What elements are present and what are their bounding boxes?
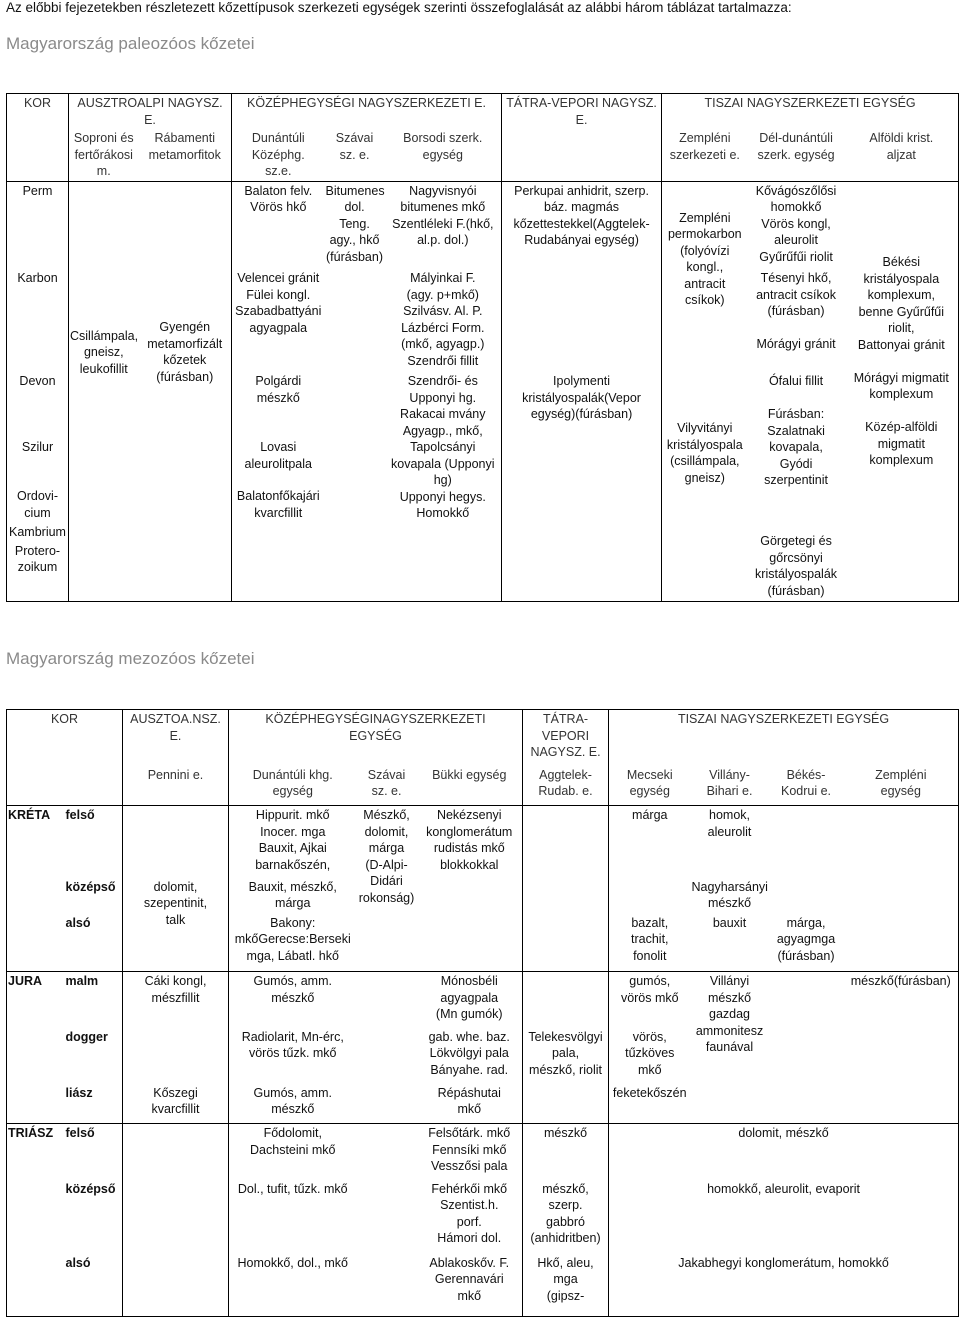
kor-header: KOR (23, 96, 52, 110)
section-title-mesozoic: Magyarország mezozóos kőzetei (6, 649, 255, 668)
period-szilur: Szilur (21, 440, 54, 454)
period-perm: Perm (7, 181, 69, 269)
borsodi-devon: Szendrői- és Upponyi hg. Rakacai mvány Agyagp., mkő, Tapolcsányi kovapala (Upponyi hg) Upponyi hegys. Homokkő (391, 374, 495, 520)
alfoldi-subheader: Alföldi krist. aljzat (869, 131, 934, 162)
dun-lias: Gumós, amm. mészkő (229, 1084, 357, 1124)
tatra-perm: Perkupai anhidrit, szerp. báz. magmás kőzettestekkel(Aggtelek- Rudabányai egység) (502, 181, 662, 372)
tatra-devon: Ipolymenti kristályospalák(Vepor egység)(fúrásban) (502, 372, 662, 523)
aggtelek-triasz-felso: mészkő (523, 1124, 609, 1180)
mecseki-kreta-felso: márga (609, 806, 691, 878)
villany-kreta-also: bauxit (712, 915, 747, 930)
pennini-malm: Cáki kongl, mészfillit (123, 972, 229, 1028)
dunantuli-subheader: Dunántúli Középhg. sz.e. (232, 129, 325, 181)
bukki-lias: Répáshutai mkő (437, 1085, 501, 1116)
kozephegyseg-header-mesozoic: KÖZÉPHEGYSÉGINAGYSZERKEZETI EGYSÉG (229, 710, 523, 766)
pennini-subheader: Pennini e. (123, 766, 229, 806)
villany-kreta-kozepso: Nagyharsányi mészkő (691, 879, 768, 910)
bukki-malm: Mónosbéli agyagpala (Mn gumók) (417, 972, 523, 1028)
section-title-paleozoic: Magyarország paleozóos kőzetei (6, 34, 255, 53)
dun-kreta-felso: Hippurit. mkő Inocer. mga Bauxit, Ajkai barnakőszén, (229, 806, 357, 878)
dun-triasz-kozepso: Dol., tufit, tűzk. mkő (229, 1180, 357, 1254)
era-kreta: KRÉTA (7, 806, 65, 878)
tisza-triasz-kozepso: homokkő, aleurolit, evaporit (609, 1180, 959, 1254)
deldunantuli-perm: Kővágószőlősi homokkő Vörös kongl, aleurolit Gyűrűfűi riolit (748, 181, 845, 269)
villany-subheader: Villány- Bihari e. (706, 767, 753, 798)
dunantuli-szilur: Lovasi aleurolitpala (232, 438, 325, 487)
triasz-also: alsó (65, 1255, 91, 1270)
dun-dogger: Radiolarit, Mn-érc, vörös tűzk. mkő (229, 1028, 357, 1084)
aggtelek-triasz-also: Hkő, aleu, mga (gipsz- (523, 1254, 609, 1317)
bukki-subheader: Bükki egység (432, 767, 507, 782)
szavai-subheader: Szávai sz. e. (335, 131, 374, 162)
intro-text: Az előbbi fejezetekben részletezett kőzettípusok szerkezeti egységek szerinti összefoglalását az alábbi három táblázat tartalmazza: (6, 0, 792, 15)
mecseki-subheader: Mecseki egység (609, 766, 691, 806)
deldunantuli-proterozoikum: Görgetegi és gőrcsönyi kristályospalák (fúrásban) (755, 534, 838, 598)
sopron-subheader: Soproni és fertőrákosi m. (69, 129, 139, 181)
dun-malm: Gumós, amm. mészkő (229, 972, 357, 1028)
borsodi-subheader: Borsodi szerk. egység (403, 131, 483, 162)
kozephegyseg-header: KÖZÉPHEGYSÉGI NAGYSZERKEZETI E. (232, 94, 502, 130)
borsodi-perm: Nagyvisnyói bitumenes mkő Szentléleki F.(hkő, al.p. dol.) (385, 181, 502, 269)
szavai-subheader-mesozoic: Szávai sz. e. (367, 767, 406, 798)
tiszai-header: TISZAI NAGYSZERKEZETI EGYSÉG (662, 94, 959, 130)
tatra-header-mesozoic: TÁTRA- VEPORI NAGYSZ. E. (523, 710, 609, 766)
dun-kreta-also: Bakony: mkőGerecse:Berseki mga, Lábatl. hkő (229, 914, 357, 972)
kreta-kozepso: középső (65, 879, 116, 894)
kreta-also: alsó (65, 915, 91, 930)
bukki-triasz-felso: Felsőtárk. mkő Fennsíki mkő Vesszősi pala (417, 1124, 523, 1180)
bekes-subheader: Békés- Kodrui e. (781, 767, 832, 798)
zempleni-malm: mészkő(fúrásban) (844, 972, 959, 1028)
kreta-felso: felső (65, 806, 123, 878)
mecseki-dogger: vörös, tűzköves mkő (609, 1028, 691, 1084)
deldunantuli-subheader: Dél-dunántúli szerk. egység (757, 131, 835, 162)
ausztoa-header: AUSZTOA.NSZ. E. (123, 710, 229, 766)
bukki-triasz-also: Ablakoskőv. F. Gerennavári mkő (429, 1255, 510, 1303)
pennini-lias: Kőszegi kvarcfillit (123, 1084, 229, 1124)
bekes-kreta-also: márga, agyagmga (fúrásban) (776, 915, 836, 963)
austroalpi-header: AUSZTROALPI NAGYSZ. E. (69, 94, 232, 130)
zempleni-subheader: Zempléni szerkezeti e. (662, 129, 748, 181)
period-proterozoikum: Protero- zoikum (14, 543, 61, 574)
tatra-header: TÁTRA-VEPORI NAGYSZ. E. (502, 94, 662, 130)
jura-lias: liász (65, 1085, 93, 1100)
mecseki-malm: gumós, vörös mkő (609, 972, 691, 1028)
deldunantuli-devon: Ófalui fillit Fúrásban: Szalatnaki kovapala, Gyódi szerpentinit (764, 374, 829, 487)
period-devon: Devon (19, 374, 56, 388)
borsodi-karbon: Mályinkai F. (agy. p+mkő) Szilvásv. Al. P. Lázbérci Form. (mkő, agyagp.) Szendrői fillit (401, 271, 485, 368)
kor-header-mesozoic: KOR (50, 712, 79, 726)
dunantuli-khg-subheader: Dunántúli khg. egység (229, 766, 357, 806)
dun-triasz-also: Homokkő, dol., mkő (229, 1254, 357, 1317)
szavai-perm: Bitumenes dol. Teng. agy., hkő (fúrásban) (325, 181, 385, 269)
sopron-rocks: Csillámpala, gneisz, leukofillit (69, 181, 139, 523)
mesozoic-table (6, 709, 959, 1317)
tisza-triasz-also: Jakabhegyi konglomerátum, homokkő (609, 1254, 959, 1317)
dun-kreta-kozepso: Bauxit, mészkő, márga (229, 878, 357, 914)
period-kambrium: Kambrium (9, 525, 66, 539)
aggtelek-triasz-kozepso: mészkő, szerp. gabbró (anhidritben) (523, 1180, 609, 1254)
zempleni-perm: Zempléni permokarbon (folyóvízi kongl., antracit csíkok) (662, 181, 748, 372)
bukki-kreta: Nekézsenyi konglomerátum rudistás mkő blokkokkal (417, 806, 523, 878)
rabamenti-subheader: Rábamenti metamorfitok (148, 131, 221, 162)
dunantuli-devon: Polgárdi mészkő (232, 372, 325, 438)
bukki-triasz-kozepso: Fehérkői mkő Szentist.h. porf. Hámori dol. (431, 1181, 508, 1245)
jura-malm: malm (65, 972, 123, 1028)
aggtelek-dogger: Telekesvölgyi pala, mészkő, riolit (523, 1028, 609, 1084)
jura-dogger: dogger (65, 1029, 108, 1044)
aggtelek-subheader: Aggtelek- Rudab. e. (523, 766, 609, 806)
alfoldi-rocks: Békési kristályospala komplexum, benne Gyűrűfűi riolit, Battonyai gránit Mórágyi migmatit komplexum Közép-alföldi migmatit komplexum (845, 181, 959, 542)
mecseki-lias: feketekőszén (609, 1084, 691, 1124)
era-jura: JURA (7, 972, 65, 1028)
triasz-kozepso: középső (65, 1181, 116, 1196)
bukki-dogger: gab. whe. baz. Lökvölgyi pala Bányahe. rad. (428, 1029, 510, 1077)
era-triasz: TRIÁSZ (7, 1124, 65, 1180)
period-karbon: Karbon (17, 271, 58, 285)
zempleni-devon: Vilyvitányi kristályospala (csillámpala, gneisz) (662, 372, 748, 523)
raba-rocks: Gyengén metamorfizált kőzetek (fúrásban) (139, 181, 232, 523)
villany-kreta-felso: homok, aleurolit (691, 806, 769, 878)
zempleni-subheader-mesozoic: Zempléni egység (875, 767, 927, 798)
tiszai-header-mesozoic: TISZAI NAGYSZERKEZETI EGYSÉG (609, 710, 959, 766)
deldunantuli-karbon: Tésenyi hkő, antracit csíkok (fúrásban) Mórágyi gránit (756, 271, 836, 351)
dun-triasz-felso: Fődolomit, Dachsteini mkő (229, 1124, 357, 1180)
triasz-felso: felső (65, 1124, 123, 1180)
dunantuli-perm: Balaton felv. Vörös hkő (232, 181, 325, 269)
dunantuli-ordovicium: Balatonfőkajári kvarcfillit (232, 487, 325, 523)
szavai-kreta: Mészkő, dolomit, márga (D-Alpi- Didári rokonság) (357, 806, 417, 972)
pennini-kreta: dolomit, szepentinit, talk (123, 878, 229, 972)
mecseki-kreta-also: bazalt, trachit, fonolit (609, 914, 691, 972)
tisza-triasz-felso: dolomit, mészkő (609, 1124, 959, 1180)
villany-jura: Villányi mészkő gazdag ammonitesz faunával (691, 972, 769, 1124)
paleozoic-table (6, 93, 959, 602)
period-ordovicium: Ordovi- cium (17, 489, 58, 520)
dunantuli-karbon: Velencei gránit Fülei kongl. Szabadbattyáni agyagpala (232, 269, 325, 372)
